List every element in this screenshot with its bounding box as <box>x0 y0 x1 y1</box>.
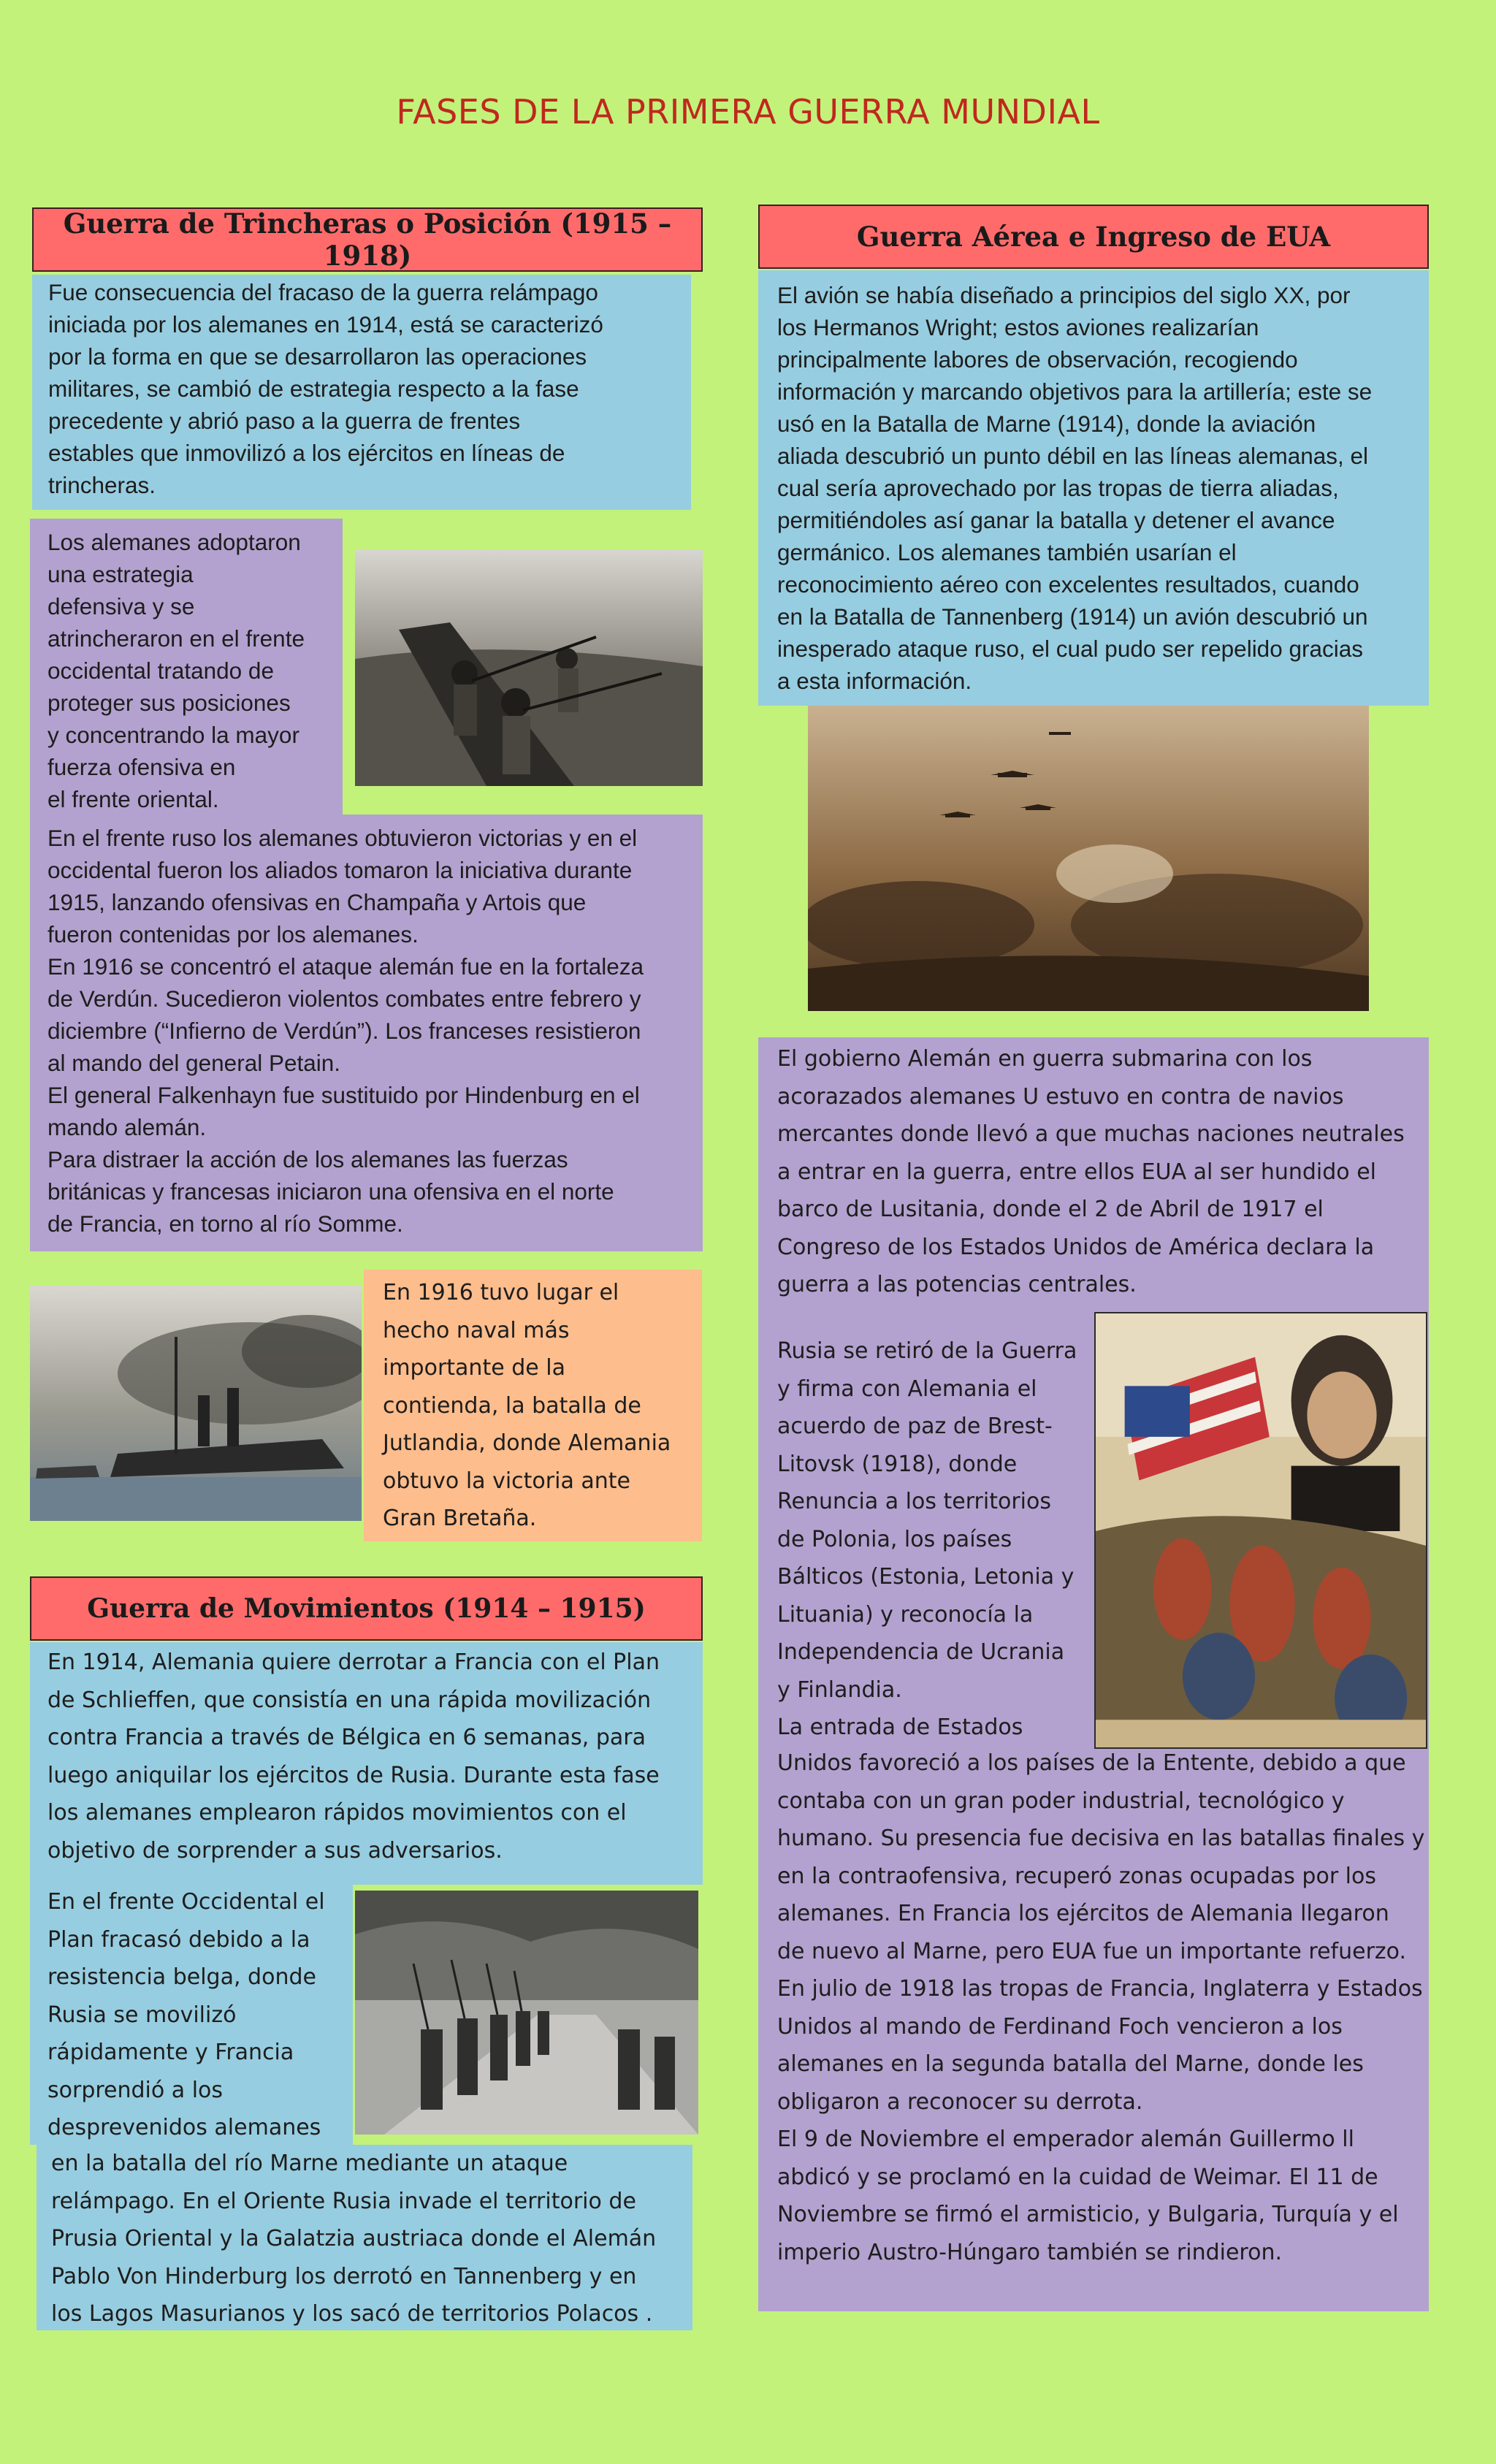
movimientos-intro: En 1914, Alemania quiere derrotar a Francia con el Plan de Schlieffen, que consistía en una rápida movilización contra Francia a través de Bélgica en 6 semanas, para luego aniquilar los ejércitos de Rusia. Durante esta fase los alemanes emplearon rápidos movimientos con el objetivo de sorprender a sus adversarios. <box>30 1642 703 1885</box>
jutlandia-text: En 1916 tuvo lugar el hecho naval más importante de la contienda, la batalla de Jutlandia, donde Alemania obtuvo la victoria ante Gran Bretaña. <box>364 1270 702 1541</box>
page-title: FASES DE LA PRIMERA GUERRA MUNDIAL <box>396 92 1100 131</box>
trincheras-intro: Fue consecuencia del fracaso de la guerra relámpago iniciada por los alemanes en 1914, está se caracterizó por la forma en que se desarrollaron las operaciones militares, se cambió de estrategia respecto a la fase precedente y abrió paso a la guerra de frentes estables que inmovilizó a los ejércitos en líneas de trincheras. <box>32 275 691 510</box>
movimientos-body: en la batalla del río Marne mediante un ataque relámpago. En el Oriente Rusia invade el territorio de Prusia Oriental y la Galatzia austriaca donde el Alemán Pablo Von Hinderburg los derrotó en Tannenberg y en los Lagos Masurianos y los sacó de territorios Polacos . <box>37 2145 692 2330</box>
trench-photo <box>355 549 703 786</box>
trincheras-heading: Guerra de Trincheras o Posición (1915 – 1918) <box>32 207 703 272</box>
movimientos-heading: Guerra de Movimientos (1914 – 1915) <box>30 1576 703 1641</box>
aerea-intro: El avión se había diseñado a principios del siglo XX, por los Hermanos Wright; estos aviones realizarían principalmente labores de observación, recogiendo información y marcando objetivos para la artillería; este se usó en la Batalla de Marne (1914), donde la aviación aliada descubrió un punto débil en las líneas alemanas, el cual sería aprovechado por las tropas de tierra aliadas, permitiéndoles así ganar la batalla y detener el avance germánico. Los alemanes también usarían el reconocimiento aéreo con excelentes resultados, cuando en la Batalla de Tannenberg (1914) un avión descubrió un inesperado ataque ruso, el cual pudo ser repelido gracias a esta información. <box>758 270 1429 706</box>
aerea-heading: Guerra Aérea e Ingreso de EUA <box>758 205 1429 269</box>
lincoln-poster <box>1094 1312 1427 1749</box>
rusia-text: Rusia se retiró de la Guerra y firma con Alemania el acuerdo de paz de Brest- Litovsk (1918), donde Renuncia a los territorios de Polonia, los países Bálticos (Estonia, Letonia y Lituania) y reconocía la Independencia de Ucrania y Finlandia. La entrada de Estados <box>777 1338 1077 1740</box>
battleship-photo <box>30 1286 362 1521</box>
trincheras-side-text: Los alemanes adoptaron una estrategia defensiva y se atrincheraron en el frente occidental tratando de proteger sus posiciones y concentrando la mayor fuerza ofensiva en el frente oriental. <box>30 519 343 815</box>
submarina-text: El gobierno Alemán en guerra submarina con los acorazados alemanes U estuvo en contra de navios mercantes donde llevó a que muchas naciones neutrales a entrar en la guerra, entre ellos EUA al ser hundido el barco de Lusitania, donde el 2 de Abril de 1917 el Congreso de los Estados Unidos de América declara la guerra a las potencias centrales. <box>777 1046 1405 1297</box>
final-text: Unidos favoreció a los países de la Entente, debido a que contaba con un gran poder industrial, tecnológico y humano. Su presencia fue decisiva en las batallas finales y en la contraofensiva, recuperó zonas ocupadas por los alemanes. En Francia los ejércitos de Alemania llegaron de nuevo al Marne, pero EUA fue un importante refuerzo. En julio de 1918 las tropas de Francia, Inglaterra y Estados Unidos al mando de Ferdinand Foch vencieron a los alemanes en la segunda batalla del Marne, donde les obligaron a reconocer su derrota. El 9 de Noviembre el emperador alemán Guillermo ll abdicó y se proclamó en la cuidad de Weimar. El 11 de Noviembre se firmó el armisticio, y Bulgaria, Turquía y el imperio Austro-Húngaro también se rindieron. <box>777 1750 1425 2265</box>
trincheras-body: En el frente ruso los alemanes obtuvieron victorias y en el occidental fueron los aliados tomaron la iniciativa durante 1915, lanzando ofensivas en Champaña y Artois que fueron contenidas por los alemanes. En 1916 se concentró el ataque alemán fue en la fortaleza de Verdún. Sucedieron violentos combates entre febrero y diciembre (“Infierno de Verdún”). Los franceses resistieron al mando del general Petain. El general Falkenhayn fue sustituido por Hindenburg en el mando alemán. Para distraer la acción de los alemanes las fuerzas británicas y francesas iniciaron una ofensiva en el norte de Francia, en torno al río Somme. <box>30 815 703 1251</box>
air-battle-photo <box>808 706 1369 1011</box>
marching-soldiers-photo <box>355 1891 698 2135</box>
movimientos-side-text: En el frente Occidental el Plan fracasó debido a la resistencia belga, donde Rusia se movilizó rápidamente y Francia sorprendió a los desprevenidos alemanes <box>30 1883 353 2145</box>
